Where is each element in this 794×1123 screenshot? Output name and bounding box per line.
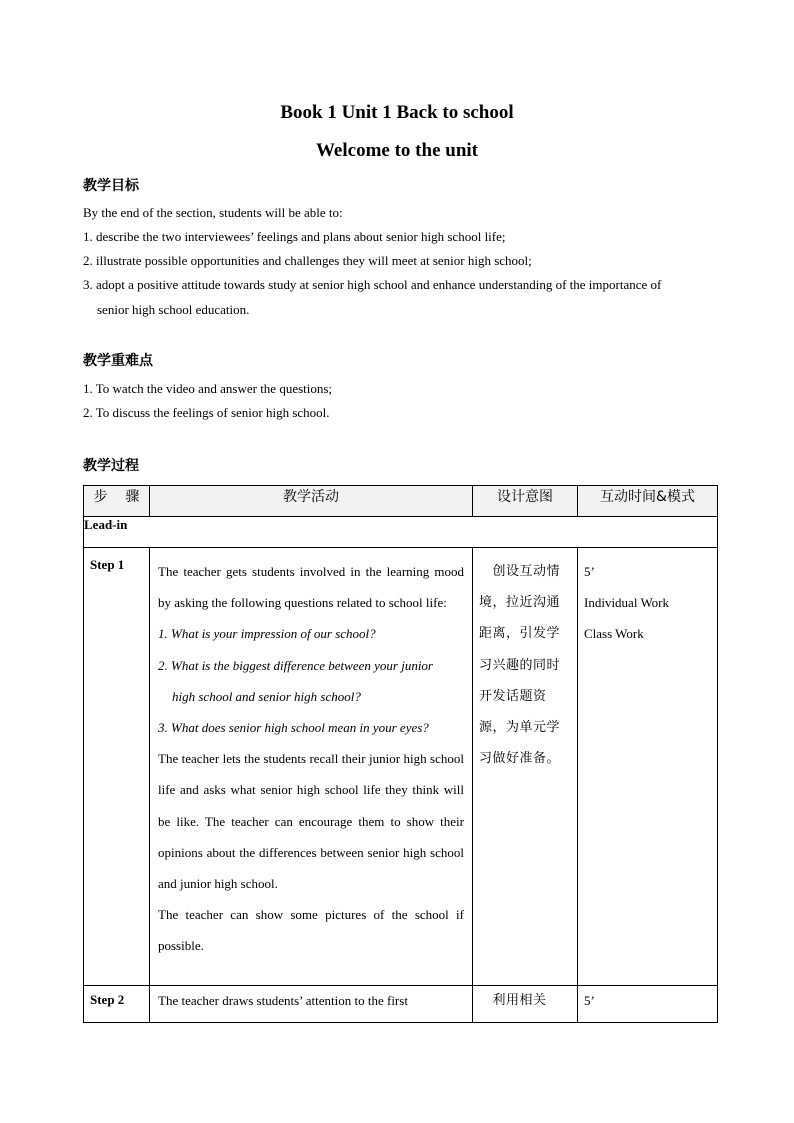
table-row-step-2 <box>84 986 718 1023</box>
step-1-question-2-continued: high school and senior high school? <box>172 688 361 704</box>
objective-item-2: 2. illustrate possible opportunities and challenges they will meet at senior high school; <box>83 253 532 268</box>
objective-item-3-continued: senior high school education. <box>97 302 250 317</box>
header-activity: 教学活动 <box>150 486 473 517</box>
step-1-question-1: 1. What is your impression of our school? <box>158 626 376 642</box>
objectives-intro: By the end of the section, students will be able to: <box>83 205 343 220</box>
process-heading: 教学过程 <box>83 458 139 474</box>
document-title: Book 1 Unit 1 Back to school <box>280 102 514 123</box>
document-subtitle: Welcome to the unit <box>315 140 478 161</box>
section-label: Lead-in <box>84 517 718 548</box>
step-1-mode-1: Individual Work <box>584 595 670 611</box>
step-2-design: 利用相关 <box>473 986 578 1023</box>
objective-item-3: 3. adopt a positive attitude towards study at senior high school and enhance understanding of the importance of <box>83 277 662 292</box>
step-1-question-3: 3. What does senior high school mean in your eyes? <box>158 720 429 736</box>
step-1-time: 5’ <box>584 564 595 579</box>
step-1-design: 创设互动情境，拉近沟通距离，引发学习兴趣的同时开发话题资源，为单元学习做好准备。 <box>473 548 578 986</box>
step-1-label: Step 1 <box>84 548 150 986</box>
table-row-step-1 <box>84 548 718 986</box>
objective-item-1: 1. describe the two interviewees’ feelings and plans about senior high school life; <box>83 229 506 244</box>
header-design: 设计意图 <box>473 486 578 517</box>
keypoints-heading: 教学重难点 <box>83 353 153 369</box>
header-step: 步 骤 <box>84 486 150 517</box>
keypoint-item-1: 1. To watch the video and answer the questions; <box>83 381 333 396</box>
section-row-lead-in <box>84 517 718 548</box>
step-1-mode-2: Class Work <box>584 626 644 642</box>
step-1-para-2: The teacher lets the students recall their junior high school life and asks what senior high school life they think will be like. The teacher can encourage them to show their opinions about the differences between senior high school and junior high school. <box>158 751 464 892</box>
step-2-label: Step 2 <box>84 986 150 1023</box>
step-2-time: 5’ <box>578 986 718 1023</box>
step-1-time-mode <box>578 548 718 986</box>
table-header-row <box>84 486 718 517</box>
objectives-heading: 教学目标 <box>83 178 139 194</box>
step-1-activity <box>150 548 473 986</box>
header-time-mode: 互动时间&模式 <box>578 486 718 517</box>
teaching-process-table <box>83 485 718 1023</box>
step-2-activity: The teacher draws students’ attention to the first <box>150 986 473 1023</box>
step-1-para-3: The teacher can show some pictures of the school if possible. <box>158 907 464 954</box>
step-1-question-2: 2. What is the biggest difference between your junior <box>158 657 433 673</box>
step-1-para-1: The teacher gets students involved in the learning mood by asking the following questions related to school life: <box>158 564 464 611</box>
keypoint-item-2: 2. To discuss the feelings of senior high school. <box>83 405 330 420</box>
